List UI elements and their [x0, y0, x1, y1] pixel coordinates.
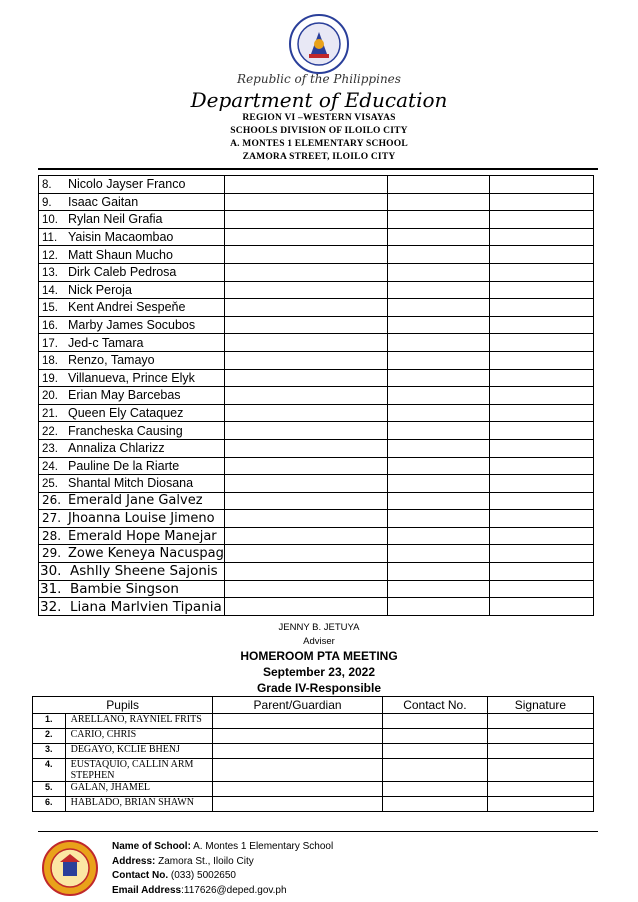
empty-cell — [387, 527, 489, 545]
table-row — [33, 782, 594, 797]
row-number: 8. — [42, 179, 52, 192]
empty-cell — [224, 563, 387, 581]
row-number: 12. — [42, 249, 58, 262]
pupil-list-table — [38, 175, 594, 616]
row-number: 20. — [42, 390, 58, 403]
empty-cell — [489, 246, 593, 264]
list-row — [39, 545, 594, 563]
empty-cell — [489, 299, 593, 317]
row-number: 11. — [42, 232, 58, 245]
row-number: 1. — [33, 714, 66, 729]
empty-cell — [387, 598, 489, 616]
row-number: 3. — [33, 744, 66, 759]
pupil-name: Jhoanna Louise Jimeno — [68, 511, 215, 527]
row-number: 30. — [40, 563, 62, 580]
empty-cell — [224, 351, 387, 369]
list-row — [39, 439, 594, 457]
empty-cell — [387, 387, 489, 405]
empty-cell — [489, 263, 593, 281]
list-row — [39, 510, 594, 528]
row-number: 31. — [40, 580, 62, 597]
empty-cell — [224, 492, 387, 510]
empty-cell — [224, 580, 387, 598]
list-row — [39, 263, 594, 281]
pupil-name-cell: ARELLANO, RAYNIEL FRITS — [65, 714, 213, 729]
list-row — [39, 404, 594, 422]
row-number: 4. — [33, 759, 66, 782]
pupil-name: Marby James Socubos — [68, 318, 196, 333]
pupil-name-cell — [39, 387, 225, 405]
empty-cell — [224, 510, 387, 528]
pupil-name: Queen Ely Cataquez — [68, 406, 184, 421]
contact-no-cell[interactable] — [382, 782, 487, 797]
pupil-name: Renzo, Tamayo — [68, 353, 155, 368]
pupil-name-cell: CARIO, CHRIS — [65, 729, 213, 744]
empty-cell — [224, 334, 387, 352]
empty-cell — [489, 422, 593, 440]
pupil-name-cell: HABLADO, BRIAN SHAWN — [65, 797, 213, 812]
header-parent-guardian: Parent/Guardian — [213, 697, 383, 714]
contact-no-cell[interactable] — [382, 759, 487, 782]
pupil-name-cell — [39, 475, 225, 493]
footer-divider — [38, 831, 598, 832]
pupil-name: Ashlly Sheene Sajonis — [70, 563, 218, 580]
list-row — [39, 334, 594, 352]
empty-cell — [224, 545, 387, 563]
empty-cell — [489, 439, 593, 457]
pupil-name: Kent Andrei Sespeňe — [68, 300, 186, 315]
row-number: 28. — [42, 528, 62, 543]
parent-guardian-cell[interactable] — [213, 759, 383, 782]
empty-cell — [224, 316, 387, 334]
pupil-name-cell — [39, 492, 225, 510]
parent-guardian-cell[interactable] — [213, 797, 383, 812]
pupil-name: Shantal Mitch Diosana — [68, 476, 194, 491]
header-signature: Signature — [487, 697, 593, 714]
empty-cell — [387, 299, 489, 317]
empty-cell — [224, 369, 387, 387]
empty-cell — [387, 193, 489, 211]
empty-cell — [489, 351, 593, 369]
pupil-name: Matt Shaun Mucho — [68, 247, 173, 262]
empty-cell — [224, 299, 387, 317]
pupil-name-cell — [39, 263, 225, 281]
division-line: SCHOOLS DIVISION OF ILOILO CITY — [230, 126, 408, 136]
pupil-name: Dirk Caleb Pedrosa — [68, 265, 177, 280]
school-seal-icon — [42, 840, 98, 896]
empty-cell — [224, 475, 387, 493]
pupil-name-cell — [39, 193, 225, 211]
empty-cell — [489, 598, 593, 616]
meeting-date: September 23, 2022 — [262, 665, 376, 679]
empty-cell — [387, 563, 489, 581]
republic-line: Republic of the Philippines — [237, 72, 401, 86]
row-number: 16. — [42, 320, 58, 333]
empty-cell — [489, 580, 593, 598]
empty-cell — [224, 457, 387, 475]
street-line: ZAMORA STREET, ILOILO CITY — [242, 152, 396, 162]
empty-cell — [387, 439, 489, 457]
empty-cell — [489, 545, 593, 563]
pupil-name: Nicolo Jayser Franco — [68, 177, 186, 192]
empty-cell — [489, 475, 593, 493]
list-row — [39, 387, 594, 405]
footer-contact-no: Contact No. (033) 5002650 — [112, 870, 236, 881]
empty-cell — [489, 176, 593, 194]
pupil-name-cell — [39, 563, 225, 581]
empty-cell — [224, 176, 387, 194]
empty-cell — [224, 281, 387, 299]
empty-cell — [489, 281, 593, 299]
pupil-name: Zowe Keneya Nacuspag — [68, 546, 224, 562]
parent-guardian-cell[interactable] — [213, 782, 383, 797]
empty-cell — [387, 228, 489, 246]
list-row — [39, 422, 594, 440]
pupil-name-cell — [39, 457, 225, 475]
table-row — [33, 797, 594, 812]
empty-cell — [224, 263, 387, 281]
row-number: 17. — [42, 337, 58, 350]
table-row — [33, 714, 594, 729]
table-row — [33, 759, 594, 782]
empty-cell — [387, 545, 489, 563]
list-row — [39, 351, 594, 369]
list-row — [39, 246, 594, 264]
parent-guardian-cell[interactable] — [213, 744, 383, 759]
contact-no-cell[interactable] — [382, 744, 487, 759]
footer-contact — [112, 840, 333, 898]
list-row — [39, 369, 594, 387]
empty-cell — [224, 193, 387, 211]
pupil-name-cell — [39, 299, 225, 317]
signature-cell[interactable] — [487, 744, 593, 759]
parent-guardian-cell[interactable] — [213, 714, 383, 729]
signature-cell[interactable] — [487, 759, 593, 782]
empty-cell — [387, 334, 489, 352]
row-number: 10. — [42, 214, 58, 227]
row-number: 23. — [42, 443, 58, 456]
pupil-name-cell — [39, 334, 225, 352]
footer-email: Email Address:117626@deped.gov.ph — [112, 884, 287, 896]
list-row — [39, 563, 594, 581]
empty-cell — [489, 228, 593, 246]
pupil-name: Pauline De la Riarte — [68, 458, 180, 473]
pupil-name-cell — [39, 545, 225, 563]
row-number: 13. — [42, 267, 58, 280]
pupil-name-cell — [39, 422, 225, 440]
signature-cell[interactable] — [487, 729, 593, 744]
list-row — [39, 193, 594, 211]
empty-cell — [224, 211, 387, 229]
pupil-name-cell — [39, 580, 225, 598]
pupil-name-cell — [39, 351, 225, 369]
parent-guardian-cell[interactable] — [213, 729, 383, 744]
attendance-table — [32, 696, 594, 812]
empty-cell — [387, 492, 489, 510]
pupil-name: Rylan Neil Grafia — [68, 212, 163, 227]
empty-cell — [489, 527, 593, 545]
empty-cell — [224, 246, 387, 264]
empty-cell — [224, 228, 387, 246]
empty-cell — [387, 404, 489, 422]
signature-cell[interactable] — [487, 797, 593, 812]
department-title: Department of Education — [190, 88, 448, 112]
list-row — [39, 598, 594, 616]
row-number: 2. — [33, 729, 66, 744]
row-number: 5. — [33, 782, 66, 797]
pupil-name-cell: GALAN, JHAMEL — [65, 782, 213, 797]
footer-school: Name of School: A. Montes 1 Elementary School — [112, 841, 334, 852]
list-row — [39, 228, 594, 246]
pupil-name: Erian May Barcebas — [68, 388, 181, 403]
pupil-name: Villanueva, Prince Elyk — [68, 370, 195, 385]
empty-cell — [387, 369, 489, 387]
row-number: 24. — [42, 460, 58, 473]
meeting-title: HOMEROOM PTA MEETING — [240, 649, 398, 663]
pupil-name-cell: EUSTAQUIO, CALLIN ARM STEPHEN — [65, 759, 213, 782]
row-number: 6. — [33, 797, 66, 812]
pupil-name: Nick Peroja — [68, 282, 132, 297]
footer-address: Address: Zamora St., Iloilo City — [112, 855, 254, 867]
empty-cell — [489, 404, 593, 422]
empty-cell — [224, 527, 387, 545]
adviser-role: Adviser — [303, 636, 335, 647]
header-pupils: Pupils — [33, 697, 213, 714]
list-row — [39, 527, 594, 545]
list-row — [39, 492, 594, 510]
list-row — [39, 475, 594, 493]
row-number: 19. — [42, 372, 58, 385]
pupil-name-cell — [39, 316, 225, 334]
empty-cell — [489, 492, 593, 510]
pupil-name: Isaac Gaitan — [68, 194, 139, 209]
pupil-name-cell — [39, 281, 225, 299]
row-number: 14. — [42, 284, 58, 297]
empty-cell — [224, 439, 387, 457]
row-number: 32. — [40, 598, 62, 615]
empty-cell — [387, 176, 489, 194]
pupil-name-cell — [39, 510, 225, 528]
row-number: 21. — [42, 408, 58, 421]
row-number: 27. — [42, 511, 62, 526]
contact-no-cell[interactable] — [382, 797, 487, 812]
list-row — [39, 316, 594, 334]
region-line: REGION VI –WESTERN VISAYAS — [242, 113, 396, 123]
empty-cell — [489, 457, 593, 475]
grade-section: Grade IV-Responsible — [256, 681, 382, 695]
pupil-name-cell — [39, 246, 225, 264]
empty-cell — [387, 510, 489, 528]
pupil-name: Emerald Hope Manejar — [68, 528, 217, 544]
list-row — [39, 299, 594, 317]
list-row — [39, 211, 594, 229]
row-number: 25. — [42, 478, 58, 491]
empty-cell — [387, 281, 489, 299]
empty-cell — [224, 598, 387, 616]
signature-cell[interactable] — [487, 714, 593, 729]
pupil-name-cell — [39, 211, 225, 229]
empty-cell — [489, 211, 593, 229]
list-row — [39, 580, 594, 598]
header-divider — [38, 168, 598, 170]
list-row — [39, 176, 594, 194]
pupil-name: Yaisin Macaombao — [68, 230, 174, 245]
empty-cell — [224, 404, 387, 422]
pupil-name-cell — [39, 404, 225, 422]
list-row — [39, 457, 594, 475]
pupil-name-cell — [39, 598, 225, 616]
empty-cell — [387, 580, 489, 598]
school-line: A. MONTES 1 ELEMENTARY SCHOOL — [230, 139, 408, 149]
contact-no-cell[interactable] — [382, 729, 487, 744]
table-row — [33, 729, 594, 744]
empty-cell — [489, 369, 593, 387]
pupil-name: Francheska Causing — [68, 423, 183, 438]
list-row — [39, 281, 594, 299]
empty-cell — [387, 246, 489, 264]
pupil-name: Emerald Jane Galvez — [68, 493, 203, 509]
empty-cell — [489, 316, 593, 334]
pupil-name-cell: DEGAYO, KCLIE BHENJ — [65, 744, 213, 759]
pupil-name: Bambie Singson — [70, 580, 179, 597]
header-contact-no: Contact No. — [382, 697, 487, 714]
row-number: 26. — [42, 493, 62, 508]
pupil-name-cell — [39, 176, 225, 194]
contact-no-cell[interactable] — [382, 714, 487, 729]
empty-cell — [489, 334, 593, 352]
row-number: 18. — [42, 355, 58, 368]
pupil-name-cell — [39, 228, 225, 246]
empty-cell — [489, 387, 593, 405]
pupil-name: Liana Marlvien Tipania — [70, 598, 222, 615]
empty-cell — [489, 510, 593, 528]
pupil-name-cell — [39, 369, 225, 387]
row-number: 22. — [42, 425, 58, 438]
empty-cell — [387, 351, 489, 369]
pupil-name-cell — [39, 439, 225, 457]
empty-cell — [387, 263, 489, 281]
empty-cell — [489, 193, 593, 211]
empty-cell — [224, 422, 387, 440]
adviser-name: JENNY B. JETUYA — [278, 622, 360, 633]
row-number: 29. — [42, 546, 62, 561]
empty-cell — [387, 316, 489, 334]
empty-cell — [387, 422, 489, 440]
empty-cell — [224, 387, 387, 405]
deped-seal-icon — [289, 14, 349, 74]
empty-cell — [387, 211, 489, 229]
empty-cell — [387, 475, 489, 493]
pupil-name: Annaliza Chlarizz — [68, 441, 165, 456]
empty-cell — [387, 457, 489, 475]
row-number: 9. — [42, 196, 52, 209]
row-number: 15. — [42, 302, 58, 315]
signature-cell[interactable] — [487, 782, 593, 797]
empty-cell — [489, 563, 593, 581]
pupil-name: Jed-c Tamara — [68, 335, 144, 350]
pupil-name-cell — [39, 527, 225, 545]
table-row — [33, 744, 594, 759]
